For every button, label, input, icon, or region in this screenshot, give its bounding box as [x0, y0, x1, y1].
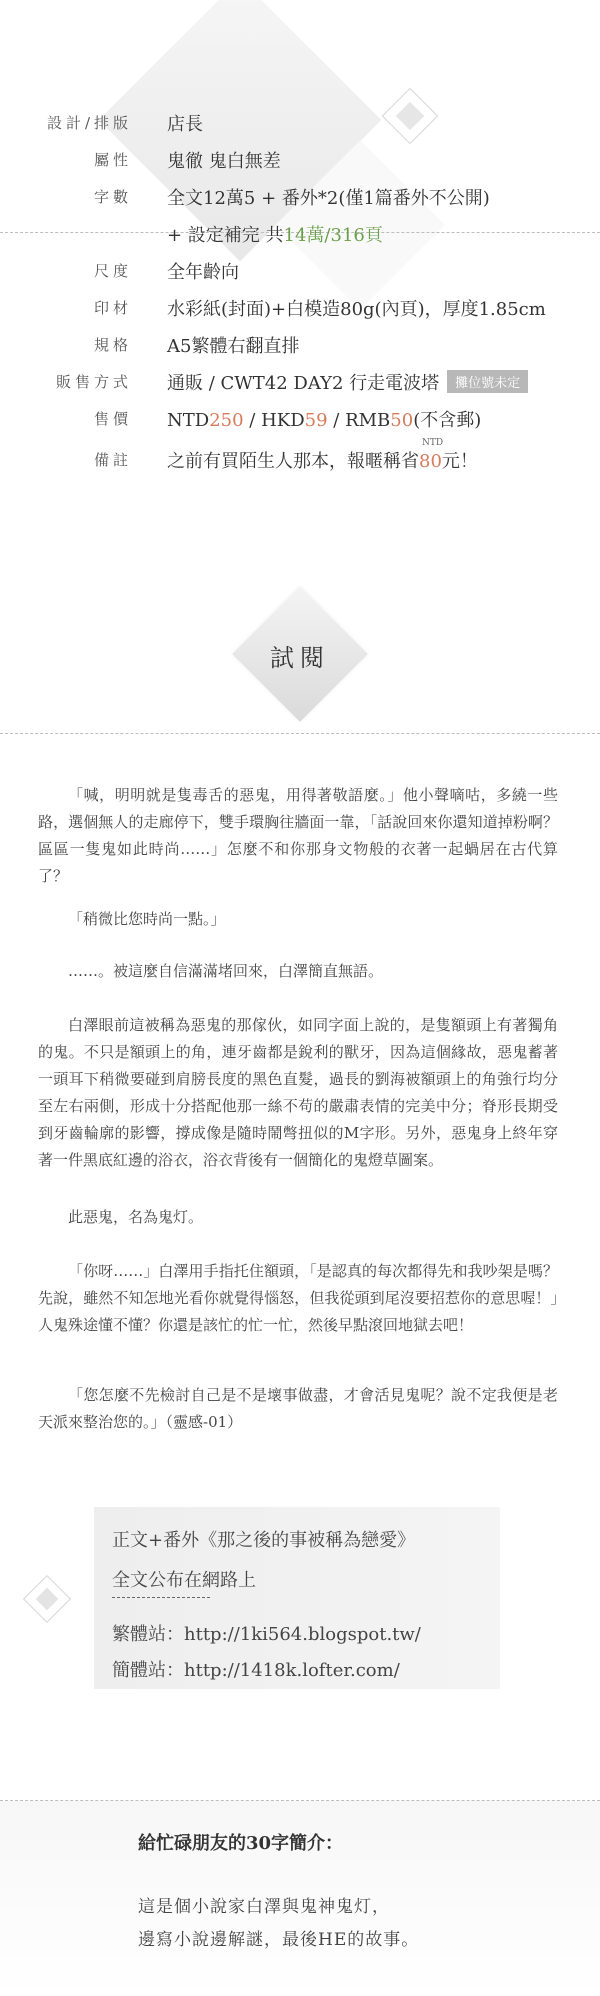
intro-title: 給忙碌朋友的30字簡介：	[138, 1833, 344, 1854]
note-suffix: 元！	[441, 451, 478, 472]
excerpt-paragraph: ……。被這麼自信滿滿堵回來，白澤簡直無語。	[68, 962, 384, 980]
note-discount	[419, 438, 444, 472]
spec-value: 鬼徹 鬼白無差	[167, 151, 281, 172]
online-title: 正文+番外《那之後的事被稱為戀愛》	[112, 1530, 416, 1551]
price-ntd: 250	[209, 410, 244, 431]
spec-row-format	[0, 326, 600, 362]
booth-status-badge: 攤位號未定	[447, 370, 528, 393]
trad-site-link[interactable]: http://1ki564.blogspot.tw/	[184, 1624, 421, 1645]
spec-row-design	[0, 104, 600, 140]
spec-value: A5繁體右翻直排	[167, 336, 300, 357]
spec-label: 售價	[93, 410, 132, 428]
sales-value: 通販 / CWT42 DAY2 行走電波塔	[167, 373, 440, 394]
excerpt-paragraph: 「稍微比您時尚一點。」	[68, 910, 226, 928]
price-hkd-prefix: HKD	[261, 410, 305, 431]
decor-diamond-small-left	[23, 1575, 71, 1623]
online-subtitle-rule	[112, 1597, 210, 1598]
spec-label: 屬性	[93, 151, 132, 169]
price-rmb: 50	[390, 410, 414, 431]
intro-line-1: 這是個小說家白澤與鬼神鬼灯，	[138, 1897, 390, 1917]
spec-row-note	[0, 438, 600, 477]
trad-site	[112, 1620, 421, 1646]
simp-site-link[interactable]: http://1418k.lofter.com/	[184, 1660, 400, 1681]
spec-row-sales	[0, 363, 600, 399]
excerpt-paragraph: 「您怎麼不先檢討自己是不是壞事做盡，才會活見鬼呢？說不定我便是老天派來整治您的。」（靈感-01）	[38, 1386, 558, 1431]
price-sep: /	[243, 410, 262, 431]
spec-value	[167, 406, 481, 432]
price-ntd-prefix: NTD	[167, 410, 210, 431]
spec-label: 字數	[93, 188, 132, 206]
simp-site-label: 簡體站：	[112, 1660, 184, 1681]
spec-row-wordcount	[0, 178, 600, 214]
price-suffix: (不含郵)	[413, 410, 482, 431]
price-hkd: 59	[304, 410, 328, 431]
note-prefix: 之前有買陌生人那本，報暱稱省	[167, 451, 419, 472]
excerpt-paragraph: 白澤眼前這被稱為惡鬼的那傢伙，如同字面上說的，是隻額頭上有著獨角的鬼。不只是額頭上的角，連牙齒都是銳利的獸牙，因為這個緣故，惡鬼蓄著一頭耳下稍微要碰到肩膀長度的黑色直髮，過長的劉海被額頭上的角強行均分至左右兩側，形成十分搭配他那一絲不苟的嚴肅表情的完美中分；脊形長期受到牙齒輪廓的影響，撐成像是隨時鬧彆扭似的M字形。另外，惡鬼身上終年穿著一件黑底紅邊的浴衣，浴衣背後有一個簡化的鬼燈草圖案。	[38, 1016, 558, 1169]
note-amount: 80	[419, 451, 442, 472]
spec-value-extra	[167, 221, 383, 247]
spec-value: 店長	[167, 114, 203, 135]
divider-dashed-preview	[0, 733, 600, 734]
spec-value: 水彩紙(封面)+白模造80g(內頁)，厚度1.85cm	[167, 299, 546, 320]
note-currency-tag: NTD	[422, 438, 444, 448]
spec-label: 設計/排版	[46, 114, 132, 132]
spec-value	[167, 438, 478, 473]
spec-row-wordcount-extra	[0, 215, 600, 251]
spec-value: 全文12萬5 + 番外*2(僅1篇番外不公開)	[167, 188, 490, 209]
price-rmb-prefix: RMB	[345, 410, 391, 431]
excerpt-paragraph: 此惡鬼，名為鬼灯。	[68, 1208, 204, 1226]
spec-row-material	[0, 289, 600, 325]
spec-label: 備註	[93, 451, 132, 469]
spec-row-attribute	[0, 141, 600, 177]
excerpt-paragraph: 「喊，明明就是隻毒舌的惡鬼，用得著敬語麼。」他小聲嘀咕，多繞一些路，選個無人的走廊停下，雙手環胸往牆面一靠，「話說回來你還知道掉粉啊？區區一隻鬼如此時尚……」怎麼不和你那身文物般的衣著一起蝸居在古代算了？	[38, 786, 558, 885]
price-sep: /	[327, 410, 346, 431]
spec-label: 印材	[93, 299, 132, 317]
trad-site-label: 繁體站：	[112, 1624, 184, 1645]
spec-label: 規格	[93, 336, 132, 354]
simp-site	[112, 1656, 400, 1682]
excerpt-paragraph: 「你呀……」白澤用手指托住額頭，「是認真的每次都得先和我吵架是嗎？先說，雖然不知怎地光看你就覺得惱怒，但我從頭到尾沒要招惹你的意思喔！」人鬼殊途懂不懂？你還是該忙的忙一忙，然後早點滾回地獄去吧！	[38, 1262, 558, 1334]
wordcount-highlight: 14萬/316頁	[283, 225, 383, 246]
spec-label: 尺度	[93, 262, 132, 280]
intro-line-2: 邊寫小說邊解謎，最後HE的故事。	[138, 1930, 420, 1950]
online-subtitle: 全文公布在網路上	[112, 1570, 256, 1591]
spec-value: 全年齡向	[167, 262, 239, 283]
preview-title: 試閱	[270, 644, 330, 672]
spec-label: 販售方式	[55, 373, 132, 391]
spec-value	[167, 369, 528, 395]
spec-row-rating	[0, 252, 600, 288]
spec-row-price	[0, 400, 600, 436]
wordcount-prefix: + 設定補完 共	[167, 225, 284, 246]
